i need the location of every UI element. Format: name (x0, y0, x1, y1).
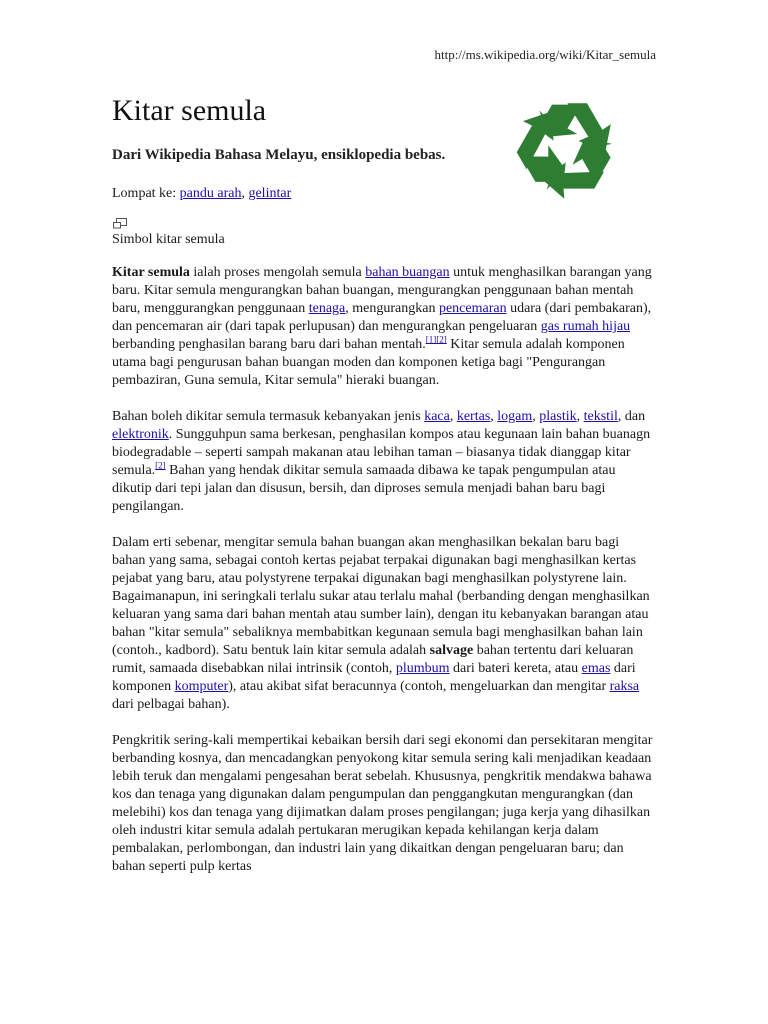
text: , (449, 409, 457, 424)
text: dari komponen (112, 661, 636, 694)
text: dari bateri kereta, atau (449, 661, 582, 676)
text: Bahan yang hendak dikitar semula samaada dibawa ke tapak pengumpulan atau dikutip dari tepi jalan dan disusun, bersih, dan diproses semula menjadi bahan baru bagi pengilangan. (112, 463, 616, 514)
image-caption: Simbol kitar semula (112, 232, 225, 247)
jump-separator: , (241, 186, 249, 201)
text: dari pelbagai bahan). (112, 697, 230, 712)
jump-to-links (112, 186, 291, 202)
page-title: Kitar semula (112, 94, 267, 127)
paragraph-3 (112, 534, 654, 714)
text: , (532, 409, 540, 424)
text: , (490, 409, 498, 424)
text: Pengkritik sering-kali mempertikai kebaikan bersih dari segi ekonomi dan persekitaran mengitar berbanding kosnya, dan mencadangkan penyokong kitar semula sering kali menjadikan keadaan lebih teruk dan mengalami pengesahan berat sebelah. Khususnya, pengkritik mendakwa bahawa kos dan tenaga yang digunakan dalam pengumpulan dan penggangkutan mengurangkan (dan melebihi) kos dan tenaga yang dijimatkan dalam proses pengilangan; juga kerja yang dihasilkan oleh industri kitar semula adalah pertukaran merugikan kepada kehilangan kerja dalam pembalakan, perlombongan, dan industri lain yang dikaitkan dengan pengeluaran baru; dan bahan seperti pulp kertas (112, 733, 653, 874)
link-pencemaran[interactable]: pencemaran (438, 301, 507, 316)
link-gas-rumah-hijau[interactable]: gas rumah hijau (540, 319, 631, 334)
link-kaca[interactable]: kaca (424, 409, 450, 424)
link-bahan-buangan[interactable]: bahan buangan (365, 265, 450, 280)
link-plastik[interactable]: plastik (539, 409, 577, 424)
text: . Sungguhpun sama berkesan, penghasilan kompos atau kegunaan lain bahan buanagn biodegradable – seperti sampah makanan atau lebihan taman – biasanya tidak dianggap kitar semula. (112, 427, 651, 478)
term-salvage: salvage (429, 643, 474, 658)
paragraph-1 (112, 264, 654, 390)
text: , (576, 409, 584, 424)
text: berbanding penghasilan barang baru dari bahan mentah. (112, 337, 426, 352)
text: ), atau akibat sifat beracunnya (contoh, mengeluarkan dan mengitar (228, 679, 610, 694)
link-pandu-arah[interactable]: pandu arah (179, 186, 242, 201)
reference-link[interactable]: [1][2] (425, 334, 447, 345)
text: Kitar semula adalah komponen utama bagi pengurusan bahan buangan moden dan komponen ketiga bagi "Pengurangan pembaziran, Guna semula, Kitar semula" hieraki buangan. (112, 337, 625, 388)
jump-prefix: Lompat ke: (112, 186, 180, 201)
text: untuk menghasilkan barangan yang baru. Kitar semula mengurangkan bahan buangan, mengurangkan penggunaan bahan mentah baru, menggurangkan penggunaan (112, 265, 652, 316)
link-tekstil[interactable]: tekstil (583, 409, 618, 424)
reference-link[interactable]: [2] (155, 460, 166, 471)
link-plumbum[interactable]: plumbum (395, 661, 450, 676)
page-url: http://ms.wikipedia.org/wiki/Kitar_semula (434, 47, 656, 62)
link-tenaga[interactable]: tenaga (308, 301, 346, 316)
link-gelintar[interactable]: gelintar (248, 186, 292, 201)
link-emas[interactable]: emas (581, 661, 611, 676)
text: bahan tertentu dari keluaran rumit, samaada disebabkan nilai intrinsik (contoh, (112, 643, 634, 676)
paragraph-2 (112, 408, 654, 516)
article-body (112, 264, 654, 894)
image-placeholder-icon[interactable] (113, 218, 127, 229)
text: udara (dari pembakaran), dan pencemaran air (dari tapak perlupusan) dan mengurangkan pengeluaran (112, 301, 652, 334)
recycle-symbol-icon (492, 78, 640, 218)
paragraph-4 (112, 732, 654, 876)
text: ialah proses mengolah semula (189, 265, 366, 280)
text: Dalam erti sebenar, mengitar semula bahan buangan akan menghasilkan bekalan baru bagi bahan yang sama, sebagai contoh kertas pejabat terpakai digunakan bagi menghasilkan kertas pejabat yang baru, atau polystyrene terpakai digunakan bagi menghasilkan polystyrene lain. Bagaimanapun, ini seringkali terlalu sukar atau terlalu mahal (berbanding dengan menghasilkan keluaran yang sama dari bahan mentah atau sumber lain), dengan itu kebanyakan barangan atau bahan "kitar semula" sebaliknya membabitkan kegunaan semula bagi menghasilkan bahan lain (contoh., kadbord). Satu bentuk lain kitar semula adalah (112, 535, 650, 658)
link-logam[interactable]: logam (497, 409, 533, 424)
page-subtitle: Dari Wikipedia Bahasa Melayu, ensiklopedia bebas. (112, 147, 446, 163)
link-raksa[interactable]: raksa (609, 679, 640, 694)
link-elektronik[interactable]: elektronik (112, 427, 169, 442)
link-komputer[interactable]: komputer (174, 679, 229, 694)
term-kitar-semula: Kitar semula (112, 265, 190, 280)
text: , dan (617, 409, 646, 424)
text: , mengurangkan (345, 301, 439, 316)
link-kertas[interactable]: kertas (456, 409, 491, 424)
text: Bahan boleh dikitar semula termasuk kebanyakan jenis (112, 409, 425, 424)
